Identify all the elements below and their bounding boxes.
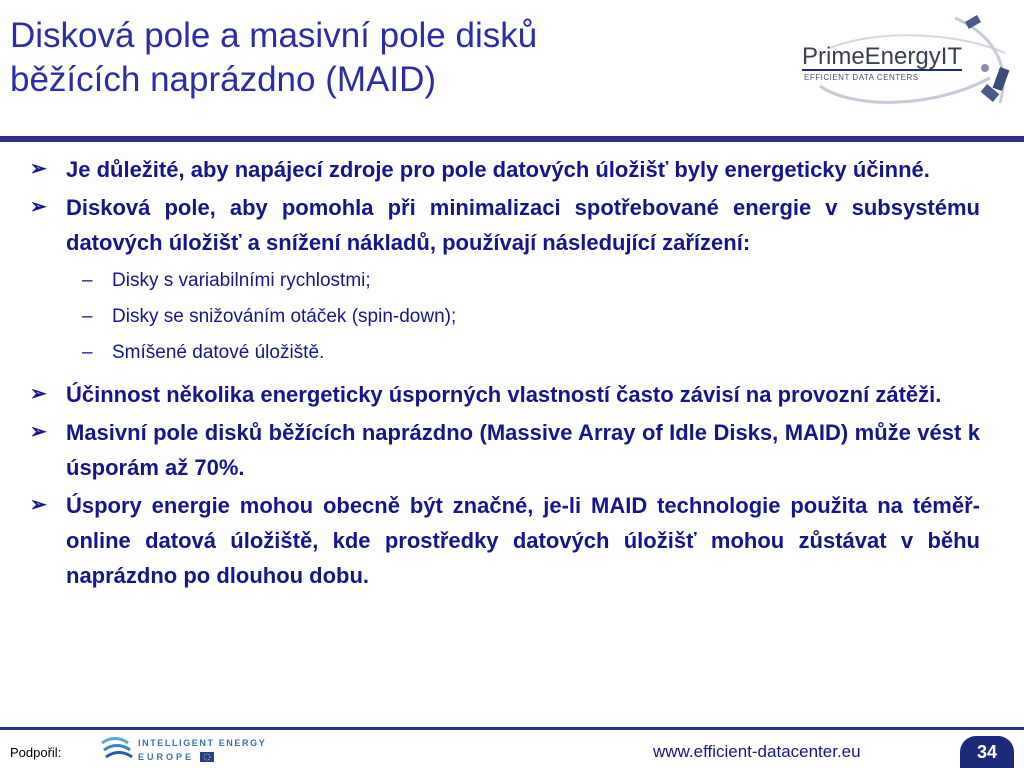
bullet-text: Účinnost několika energeticky úsporných vlastností často závisí na provozní zátěži.: [66, 382, 942, 407]
bullet-item: [30, 377, 980, 412]
primeenergyit-logo: [790, 8, 1020, 118]
arrow-bullet-icon: ➢: [30, 421, 47, 443]
iee-swoosh-icon: [102, 739, 132, 758]
bullet-text: Masivní pole disků běžících naprázdno (Massive Array of Idle Disks, MAID) může vést k úsporám až 70%.: [66, 420, 980, 480]
sub-bullet-text: Disky se snižováním otáček (spin-down);: [112, 306, 457, 327]
logo-tagline: EFFICIENT DATA CENTERS: [804, 73, 919, 82]
bullet-text: Disková pole, aby pomohla při minimalizaci spotřebované energie v subsystému datových úložišť a snížení nákladů, používají následující zařízení:: [66, 195, 980, 255]
bullet-item: [30, 488, 980, 593]
bullet-text: Je důležité, aby napájecí zdroje pro pole datových úložišť byly energeticky účinné.: [66, 157, 930, 182]
sub-bullet-item: [30, 263, 980, 299]
sub-bullet-list: [30, 263, 980, 371]
bullet-item: [30, 415, 980, 485]
website-link[interactable]: www.efficient-datacenter.eu: [653, 742, 861, 761]
bullet-item: [30, 152, 980, 187]
sub-bullet-text: Smíšené datové úložiště.: [112, 342, 325, 363]
sub-bullet-text: Disky s variabilními rychlostmi;: [112, 270, 371, 291]
header-divider: [0, 136, 1024, 142]
logo-name: PrimeEnergyIT: [802, 43, 963, 70]
arrow-bullet-icon: ➢: [30, 196, 47, 218]
arrow-bullet-icon: ➢: [30, 158, 47, 180]
bullet-text: Úspory energie mohou obecně být značné, je-li MAID technologie použita na téměř-online datová úložiště, kde prostředky datových úložišť mohou zůstávat v běhu naprázdno po dlouhou dobu.: [66, 493, 980, 588]
slide-content: [30, 152, 980, 596]
slide-title: [10, 14, 770, 102]
page-number-badge: 34: [960, 736, 1014, 768]
dash-marker: –: [82, 270, 93, 291]
dash-marker: –: [82, 306, 93, 327]
sub-bullet-item: [30, 335, 980, 371]
intelligent-energy-europe-logo: [98, 733, 288, 765]
iee-line-1: INTELLIGENT ENERGY: [138, 738, 267, 748]
slide-title-line-2: běžících naprázdno (MAID): [10, 60, 437, 99]
footer-divider: [0, 727, 1024, 730]
arrow-bullet-icon: ➢: [30, 383, 47, 405]
sub-bullet-item: [30, 299, 980, 335]
arrow-bullet-icon: ➢: [30, 494, 47, 516]
dash-marker: –: [82, 342, 93, 363]
bullet-item: [30, 190, 980, 260]
support-label: Podpořil:: [10, 745, 62, 760]
slide-title-line-1: Disková pole a masivní pole disků: [10, 16, 538, 55]
iee-line-2: EUROPE: [138, 752, 195, 762]
